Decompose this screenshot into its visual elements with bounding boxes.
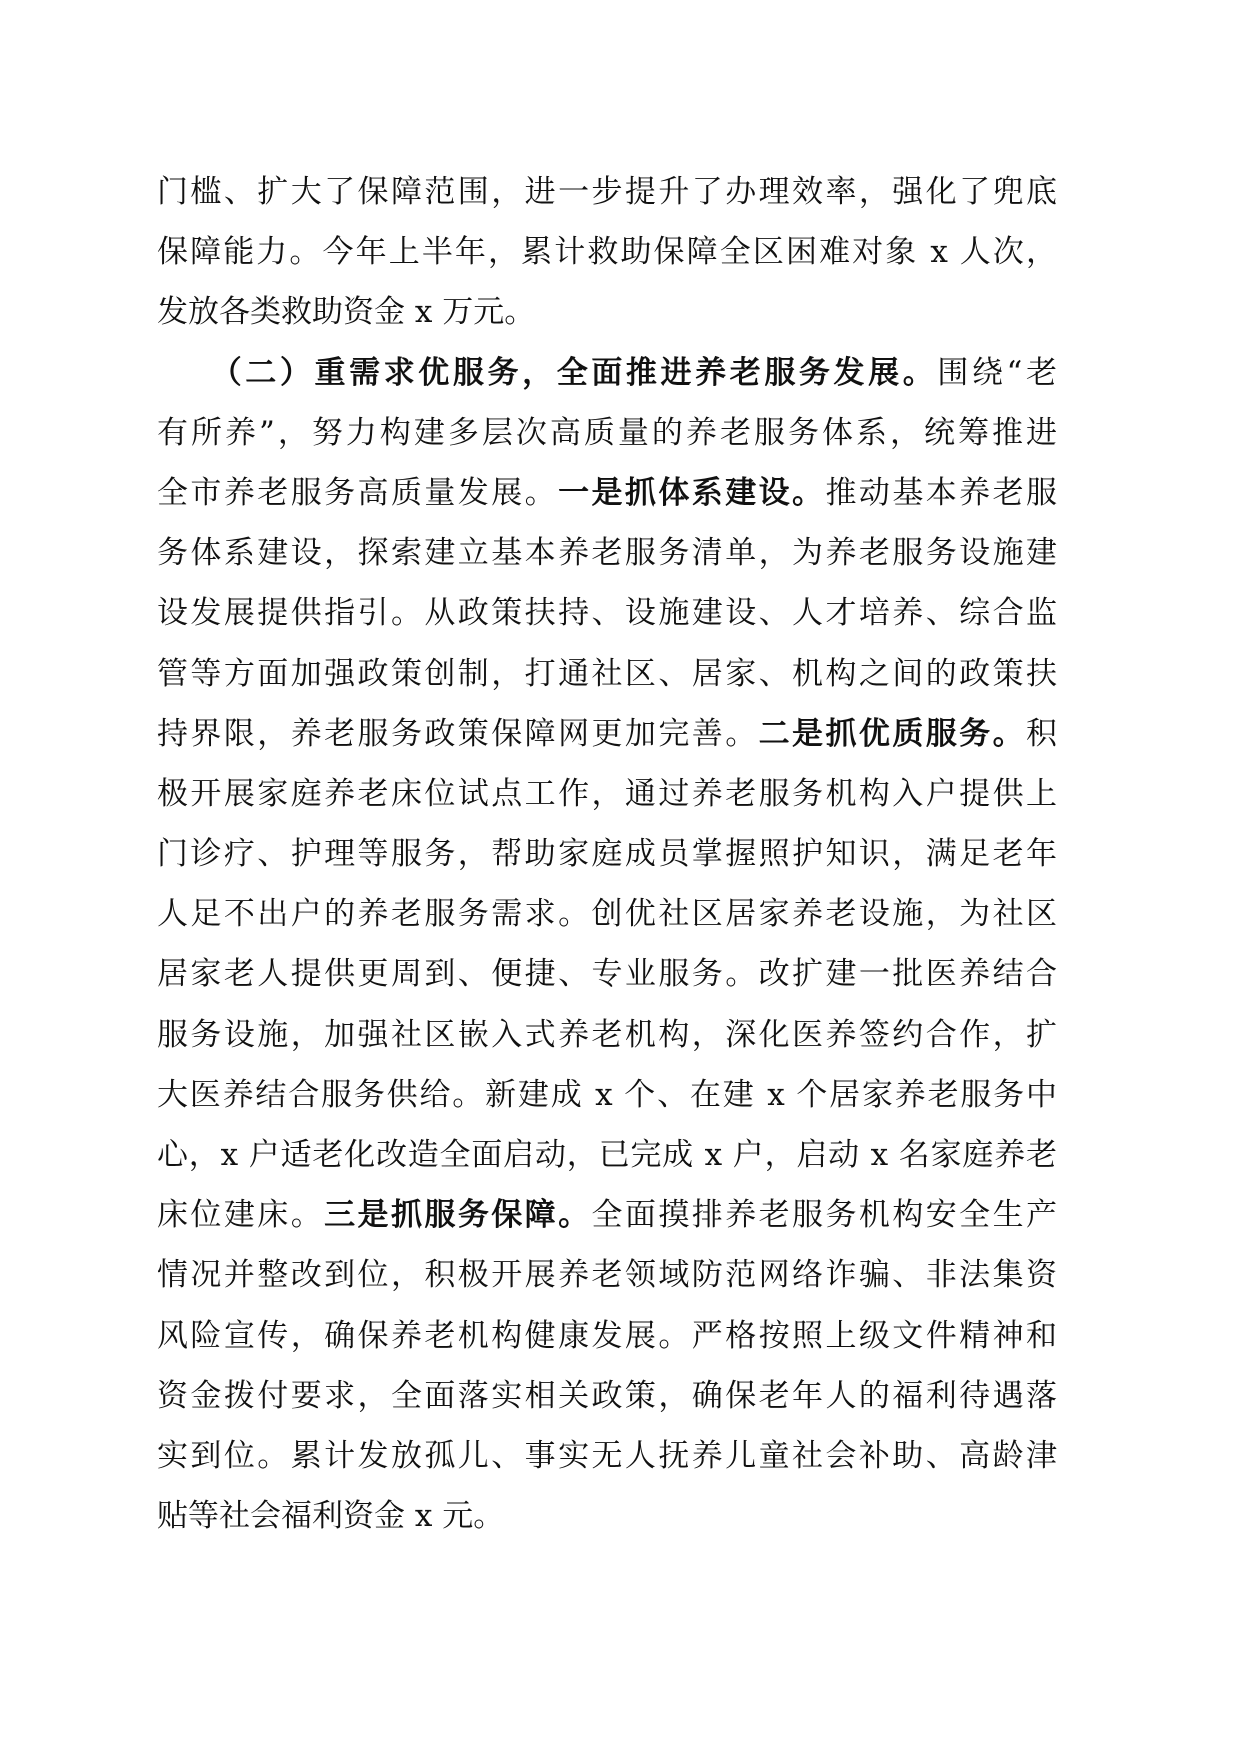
- text-line: [157, 1426, 1057, 1486]
- text-line: [157, 1065, 1057, 1125]
- line-text: 极开展家庭养老床位试点工作，通过养老服务机构入户提供上: [157, 775, 1057, 812]
- bold-heading-text: 一是抓体系建设。: [558, 474, 826, 511]
- line-text: 管等方面加强政策创制，打通社区、居家、机构之间的政策扶: [157, 655, 1057, 692]
- line-text: 情况并整改到位，积极开展养老领域防范网络诈骗、非法集资: [157, 1257, 1057, 1294]
- line-text: 门槛、扩大了保障范围，进一步提升了办理效率，强化了兜底: [157, 174, 1057, 210]
- text-line: [157, 162, 1057, 222]
- line-text: 大医养结合服务供给。新建成 x 个、在建 x 个居家养老服务中: [157, 1076, 1057, 1113]
- line-text: 有所养”，努力构建多层次高质量的养老服务体系，统筹推进: [157, 414, 1057, 451]
- text-line: [157, 704, 1057, 764]
- line-text: 床位建床。: [157, 1197, 325, 1234]
- bold-heading-text: 三是抓服务保障。: [324, 1197, 592, 1234]
- text-line: [157, 1486, 1057, 1546]
- line-text: 资金拨付要求，全面落实相关政策，确保老年人的福利待遇落: [157, 1377, 1057, 1414]
- text-line: [157, 1366, 1057, 1426]
- text-line: [157, 463, 1057, 523]
- text-line: [157, 1306, 1057, 1366]
- line-text: 持界限，养老服务政策保障网更加完善。: [157, 715, 759, 752]
- bold-heading-text: （二）重需求优服务，全面推进养老服务发展。: [226, 354, 938, 391]
- line-text: 居家老人提供更周到、便捷、专业服务。改扩建一批医养结合: [157, 956, 1057, 993]
- body-text: [157, 162, 1057, 1546]
- text-line: [157, 1185, 1057, 1245]
- line-text: 务体系建设，探索建立基本养老服务清单，为养老服务设施建: [157, 535, 1057, 572]
- line-text: 设发展提供指引。从政策扶持、设施建设、人才培养、综合监: [157, 595, 1057, 632]
- line-text: 全面摸排养老服务机构安全生产: [591, 1197, 1058, 1234]
- text-line: [157, 824, 1057, 884]
- line-text: 全市养老服务高质量发展。: [157, 474, 559, 511]
- line-text: 贴等社会福利资金 x 元。: [157, 1498, 505, 1535]
- text-line: [157, 523, 1057, 583]
- line-text: 服务设施，加强社区嵌入式养老机构，深化医养签约合作，扩: [157, 1016, 1057, 1053]
- text-line: [157, 222, 1057, 282]
- line-text: 心，x 户适老化改造全面启动，已完成 x 户，启动 x 名家庭养老: [157, 1137, 1057, 1173]
- text-line: [157, 1005, 1057, 1065]
- text-line: [157, 403, 1057, 463]
- text-line: [157, 944, 1057, 1004]
- bold-heading-text: 二是抓优质服务。: [758, 715, 1027, 752]
- text-line: [157, 884, 1057, 944]
- text-line: [157, 1125, 1057, 1185]
- line-text: 积: [1026, 715, 1058, 752]
- line-text: 发放各类救助资金 x 万元。: [157, 294, 536, 331]
- text-line: [157, 644, 1057, 704]
- line-text: 围绕“老: [937, 354, 1057, 391]
- line-text: 推动基本养老服: [825, 474, 1058, 511]
- line-text: 风险宣传，确保养老机构健康发展。严格按照上级文件精神和: [157, 1317, 1057, 1354]
- text-line: [157, 583, 1057, 643]
- text-line: [157, 282, 1057, 342]
- line-text: 人足不出户的养老服务需求。创优社区居家养老设施，为社区: [157, 896, 1057, 933]
- line-text: [157, 355, 226, 391]
- text-line: [157, 343, 1057, 403]
- text-line: [157, 1245, 1057, 1305]
- line-text: 门诊疗、护理等服务，帮助家庭成员掌握照护知识，满足老年: [157, 836, 1057, 873]
- line-text: 实到位。累计发放孤儿、事实无人抚养儿童社会补助、高龄津: [157, 1437, 1057, 1474]
- line-text: 保障能力。今年上半年，累计救助保障全区困难对象 x 人次，: [157, 234, 1057, 271]
- text-line: [157, 764, 1057, 824]
